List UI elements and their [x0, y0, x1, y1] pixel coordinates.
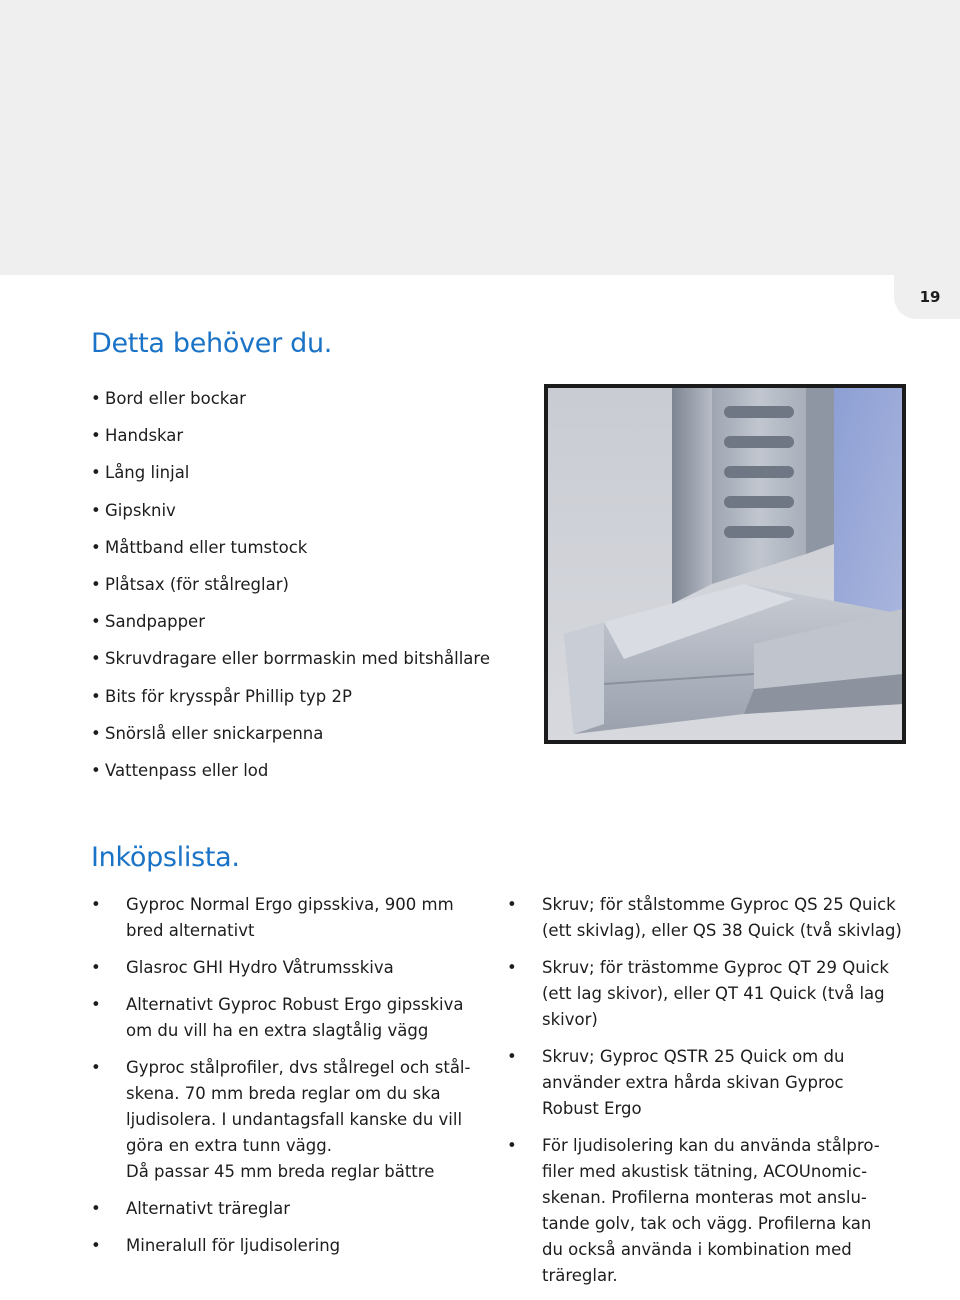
- list-item: • Vattenpass eller lod: [91, 752, 490, 789]
- bullet: •: [507, 958, 517, 977]
- list-item: • Skruvdragare eller borrmaskin med bitshållare: [91, 640, 490, 677]
- steel-profile-photo: [544, 384, 906, 744]
- list-item: • Gyproc stålprofiler, dvs stålregel och stål- skena. 70 mm breda reglar om du ska ljudisolera. I undantagsfall kanske du vill göra en extra tunn vägg. Då passar 45 mm breda reglar bättre: [91, 1055, 481, 1185]
- list-item: • Handskar: [91, 417, 490, 454]
- bullet: •: [507, 1136, 517, 1155]
- bullet: •: [91, 958, 101, 977]
- list-item: • Alternativt Gyproc Robust Ergo gipsskiva om du vill ha en extra slagtålig vägg: [91, 992, 481, 1044]
- list-item: • Plåtsax (för stålreglar): [91, 566, 490, 603]
- bullet: •: [91, 1058, 101, 1077]
- bullet: •: [91, 500, 101, 520]
- tool-list: [91, 380, 490, 789]
- bullet: •: [91, 612, 101, 632]
- heading-need: Detta behöver du.: [91, 328, 333, 359]
- list-item: • Gyproc Normal Ergo gipsskiva, 900 mm bred alternativt: [91, 892, 481, 944]
- bullet: •: [91, 389, 101, 408]
- list-item: • Alternativt träreglar: [91, 1196, 481, 1222]
- list-item: • Bits för krysspår Phillip typ 2P: [91, 678, 490, 715]
- list-item: • Skruv; för trästomme Gyproc QT 29 Quick (ett lag skivor), eller QT 41 Quick (två lag skivor): [507, 955, 907, 1033]
- list-item: • Lång linjal: [91, 454, 490, 491]
- bullet: •: [91, 1236, 101, 1255]
- top-gray-band: [0, 0, 960, 275]
- purchase-list-right: [507, 892, 907, 1300]
- bullet: •: [507, 1047, 517, 1066]
- list-item: • Skruv; för stålstomme Gyproc QS 25 Quick (ett skivlag), eller QS 38 Quick (två skivlag): [507, 892, 907, 944]
- bullet: •: [91, 760, 101, 780]
- list-item: • Glasroc GHI Hydro Våtrumsskiva: [91, 955, 481, 981]
- list-item: • Gipskniv: [91, 492, 490, 529]
- bullet: •: [91, 1199, 101, 1218]
- purchase-list-left: [91, 892, 481, 1270]
- page-number: 19: [894, 275, 960, 319]
- bullet: •: [91, 463, 101, 483]
- bullet: •: [91, 723, 101, 743]
- bullet: •: [507, 895, 517, 914]
- bullet: •: [91, 686, 101, 706]
- bullet: •: [91, 895, 101, 914]
- bullet: •: [91, 426, 101, 446]
- bullet: •: [91, 995, 101, 1014]
- bullet: •: [91, 537, 101, 557]
- bullet: •: [91, 649, 101, 669]
- list-item: • För ljudisolering kan du använda stålpro- filer med akustisk tätning, ACOUnomic- skenan. Profilerna monteras mot anslu- tande golv, tak och vägg. Profilerna kan du också använda i kombination med träreglar.: [507, 1133, 907, 1289]
- bullet: •: [91, 574, 101, 594]
- heading-buy: Inköpslista.: [91, 842, 240, 873]
- list-item: • Mineralull för ljudisolering: [91, 1233, 481, 1259]
- list-item: • Bord eller bockar: [91, 380, 490, 417]
- list-item: • Sandpapper: [91, 603, 490, 640]
- list-item: • Måttband eller tumstock: [91, 529, 490, 566]
- list-item: • Skruv; Gyproc QSTR 25 Quick om du använder extra hårda skivan Gyproc Robust Ergo: [507, 1044, 907, 1122]
- list-item: • Snörslå eller snickarpenna: [91, 715, 490, 752]
